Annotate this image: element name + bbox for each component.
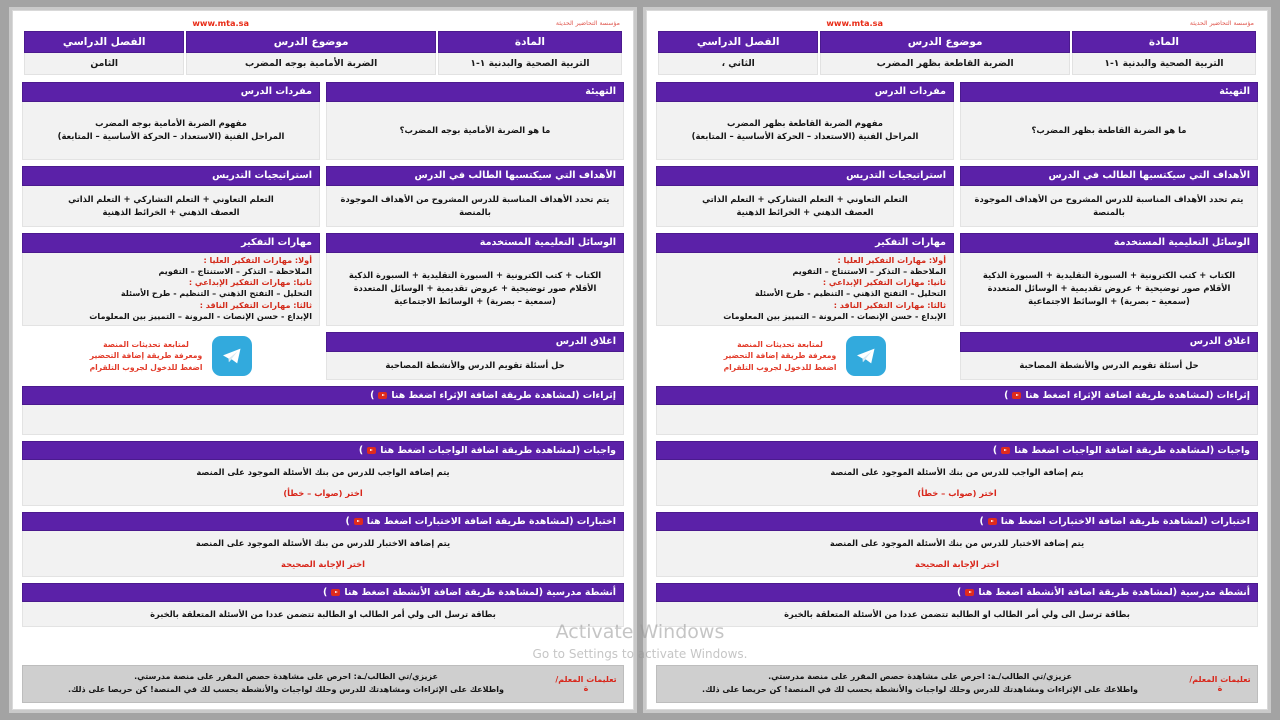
youtube-play-icon[interactable] [1012,392,1021,399]
goals-text: يتم تحدد الأهداف المناسبة للدرس المشروح من الأهداف الموجودة بالمنصة [340,193,610,217]
telegram-line-2: ومعرفة طريقة إضافة التحضير [723,351,837,361]
website-url[interactable]: www.mta.sa [192,18,250,28]
strategies-line-1: التعلم التعاوني + التعلم التشاركي + التعلم الذاتي [702,193,908,204]
homework-text: يتم إضافة الواجب للدرس من بنك الأسئلة الموجود على المنصة [196,466,450,477]
homework-instruction: اختر (صواب – خطأ) [917,488,997,499]
section-enrichment-paren: ) [1004,389,1009,401]
teacher-instructions-footer [656,665,1258,703]
section-tests-title[interactable] [22,512,624,531]
panel-thinking-skills-title: مهارات التفكير [22,233,320,253]
vocabulary-line-1: مفهوم الضربة القاطعة بظهر المضرب [727,118,883,129]
youtube-play-icon[interactable] [367,447,376,454]
section-homework-title[interactable] [656,441,1258,460]
section-homework-paren: ) [358,444,364,456]
panel-media-body [326,253,624,326]
thinking-items-2: التحليل – التفتح الذهني – التنظيم - طرح الأسئلة [120,288,312,299]
footer-line-2: واطلاعك على الإثراءات ومشاهدتك للدرس وحلك لواجبات والأنشطة بحسب لك في المنصة! كن حريصا على ذلك. [702,685,1138,695]
tests-instruction: اختر الإجابة الصحيحة [915,559,999,570]
header-topic: موضوع الدرس [820,31,1069,53]
thinking-subhead-2: ثانيا: مهارات التفكير الإبداعي : [188,277,312,288]
telegram-icon[interactable] [212,336,252,376]
value-term: الثامن [24,53,184,75]
panel-vocabulary-title: مفردات الدرس [656,82,954,102]
section-enrichment-body [656,405,1258,435]
section-homework-body [22,460,624,506]
telegram-line-1: لمتابعة تحديثات المنصة [103,339,189,349]
panel-closing-body [326,352,624,380]
section-homework [22,441,624,506]
youtube-play-icon[interactable] [378,392,387,399]
page-topbar [656,17,1258,31]
homework-text: يتم إضافة الواجب للدرس من بنك الأسئلة الموجود على المنصة [830,466,1084,477]
section-activities-label: أنشطة مدرسية (لمشاهدة طريقة اضافة الأنشطة اضغط هنا [978,587,1250,599]
panel-vocabulary-title: مفردات الدرس [22,82,320,102]
panel-goals-title: الأهداف التي سيكتسبها الطالب في الدرس [960,166,1258,186]
layout-spacer [22,627,624,660]
section-enrichment-body [22,405,624,435]
section-activities-label: أنشطة مدرسية (لمشاهدة طريقة اضافة الأنشطة اضغط هنا [344,587,616,599]
section-tests-body [22,531,624,577]
vocabulary-line-1: مفهوم الضربة الأمامية بوجه المضرب [95,118,247,129]
telegram-promo-text [90,339,203,373]
panel-vocabulary-body [22,102,320,160]
panel-closing-title: اغلاق الدرس [960,332,1258,352]
homework-instruction: اختر (صواب – خطأ) [283,488,363,499]
panel-goals-body [960,186,1258,227]
page-topbar [22,17,624,31]
panel-thinking-skills-title: مهارات التفكير [656,233,954,253]
lesson-plan-page-left [646,10,1268,710]
panel-grid [22,82,624,326]
section-activities-body [656,602,1258,627]
section-tests-label: اختبارات (لمشاهدة طريقة اضافة الاختبارات اضغط هنا [1000,516,1250,528]
media-line-1: الكتاب + كتب الكترونية + السبورة التقليدية + السبورة الذكية [348,270,602,281]
youtube-play-icon[interactable] [965,589,974,596]
section-enrichment [22,386,624,435]
panel-strategies [22,166,320,227]
thinking-subhead-1: أولا: مهارات التفكير العليا : [837,254,946,265]
header-subject: المادة [438,31,622,53]
panel-preparation-body [326,102,624,160]
telegram-line-2: ومعرفة طريقة إضافة التحضير [89,351,203,361]
section-homework-paren: ) [992,444,998,456]
panel-thinking-skills [22,233,320,326]
thinking-subhead-3: ثالثا: مهارات التفكير الناقد : [833,299,946,310]
header-subject: المادة [1072,31,1256,53]
thinking-items-1: الملاحظة – التذكر – الاستنتاج – التقويم [158,266,312,277]
table-header-row [24,31,622,53]
thinking-items-2: التحليل – التفتح الذهني – التنظيم - طرح الأسئلة [754,288,946,299]
thinking-subhead-3: ثالثا: مهارات التفكير الناقد : [199,299,312,310]
section-enrichment-paren: ) [370,389,375,401]
lesson-meta-table [22,31,624,75]
section-activities [656,583,1258,627]
header-topic: موضوع الدرس [186,31,435,53]
telegram-line-1: لمتابعة تحديثات المنصة [737,339,823,349]
youtube-play-icon[interactable] [988,518,997,525]
panel-preparation-body [960,102,1258,160]
panel-goals [326,166,624,227]
panel-thinking-skills-body [22,253,320,326]
panel-closing-title: اغلاق الدرس [326,332,624,352]
table-row [24,53,622,75]
website-url[interactable]: www.mta.sa [826,18,884,28]
telegram-promo[interactable] [22,332,320,380]
panel-closing [960,332,1258,380]
closing-row [656,332,1258,380]
section-tests [22,512,624,577]
organization-name: مؤسسة التحاضير الحديثة [555,19,620,27]
footer-line-2: واطلاعك على الإثراءات ومشاهدتك للدرس وحلك لواجبات والأنشطة بحسب لك في المنصة! كن حريصا على ذلك. [68,685,504,695]
value-subject: التربية الصحية والبدنية ١-١ [1072,53,1256,75]
section-homework-label: واجبات (لمشاهدة طريقة اضافة الواجبات اضغط هنا [380,444,616,456]
section-tests-paren: ) [345,516,350,528]
strategies-line-2: العصف الذهني + الخرائط الذهنية [102,206,240,217]
panel-closing-body [960,352,1258,380]
panel-media-title: الوسائل التعليمية المستخدمة [326,233,624,253]
value-subject: التربية الصحية والبدنية ١-١ [438,53,622,75]
telegram-line-3: اضغط للدخول لجروب التلقرام [723,362,837,372]
media-line-1: الكتاب + كتب الكترونية + السبورة التقليدية + السبورة الذكية [982,270,1236,281]
value-topic: الضربة الأمامية بوجه المضرب [186,53,435,75]
panel-preparation [326,82,624,160]
closing-row [22,332,624,380]
table-row [658,53,1256,75]
tests-instruction: اختر الإجابة الصحيحة [281,559,365,570]
panel-strategies-title: استراتيجيات التدريس [22,166,320,186]
section-enrichment [656,386,1258,435]
panel-vocabulary [656,82,954,160]
section-tests-paren: ) [979,516,984,528]
header-term: الفصل الدراسي [24,31,184,53]
section-activities-paren: ) [323,587,328,599]
thinking-items-1: الملاحظة – التذكر – الاستنتاج – التقويم [792,266,946,277]
activities-text: بطاقة ترسل الى ولي أمر الطالب او الطالبة تتضمن عددا من الأسئلة المتعلقة بالخبرة [150,609,496,620]
panel-grid [656,82,1258,326]
section-enrichment-label: إثراءات (لمشاهدة طريقة اضافة الإثراء اضغط هنا [1025,389,1250,401]
section-homework-body [656,460,1258,506]
strategies-line-2: العصف الذهني + الخرائط الذهنية [736,206,874,217]
closing-text: حل أسئلة تقويم الدرس والأنشطة المصاحبة [1019,359,1199,370]
teacher-instructions-footer [22,665,624,703]
watermark-line-1: Activate Windows [555,621,725,643]
lesson-plan-page-right [12,10,634,710]
watermark-line-2: Go to Settings to activate Windows. [532,646,748,661]
section-tests-label: اختبارات (لمشاهدة طريقة اضافة الاختبارات اضغط هنا [366,516,616,528]
panel-vocabulary [22,82,320,160]
youtube-play-icon[interactable] [354,518,363,525]
value-topic: الضربة القاطعة بظهر المضرب [820,53,1069,75]
panel-closing [326,332,624,380]
organization-name: مؤسسة التحاضير الحديثة [1189,19,1254,27]
footer-line-1: عزيزي/تي الطالب/ـة: احرص على مشاهدة حصص المقرر على منصة مدرستي. [134,672,438,682]
section-homework-label: واجبات (لمشاهدة طريقة اضافة الواجبات اضغط هنا [1014,444,1250,456]
goals-text: يتم تحدد الأهداف المناسبة للدرس المشروح من الأهداف الموجودة بالمنصة [974,193,1244,217]
thinking-subhead-2: ثانيا: مهارات التفكير الإبداعي : [822,277,946,288]
teacher-instructions-text [657,666,1183,702]
panel-preparation-title: التهيئة [326,82,624,102]
telegram-promo-text [724,339,837,373]
panel-media-body [960,253,1258,326]
media-line-2: الأقلام صور توضيحية + عروض تقديمية + الوسائل المتعددة [353,283,597,294]
lesson-meta-table [656,31,1258,75]
panel-strategies-body [22,186,320,227]
closing-text: حل أسئلة تقويم الدرس والأنشطة المصاحبة [385,359,565,370]
panel-media-title: الوسائل التعليمية المستخدمة [960,233,1258,253]
section-tests-body [656,531,1258,577]
media-line-3: (سمعية – بصرية) + الوسائط الاجتماعية [394,296,556,307]
section-activities-body [22,602,624,627]
media-line-3: (سمعية – بصرية) + الوسائط الاجتماعية [1028,296,1190,307]
section-enrichment-title[interactable] [22,386,624,405]
panel-goals-body [326,186,624,227]
panel-media [326,233,624,326]
telegram-promo[interactable] [656,332,954,380]
panel-strategies-body [656,186,954,227]
section-activities-title[interactable] [656,583,1258,602]
section-enrichment-title[interactable] [656,386,1258,405]
panel-goals-title: الأهداف التي سيكتسبها الطالب في الدرس [326,166,624,186]
value-term: الثاني ، [658,53,818,75]
tests-text: يتم إضافة الاختبار للدرس من بنك الأسئلة الموجود على المنصة [829,538,1085,549]
section-enrichment-label: إثراءات (لمشاهدة طريقة اضافة الإثراء اضغط هنا [391,389,616,401]
panel-vocabulary-body [656,102,954,160]
tests-text: يتم إضافة الاختبار للدرس من بنك الأسئلة الموجود على المنصة [195,538,451,549]
telegram-icon[interactable] [846,336,886,376]
teacher-instructions-label: تعليمات المعلم/ة [1189,675,1251,694]
telegram-line-3: اضغط للدخول لجروب التلقرام [89,362,203,372]
strategies-line-1: التعلم التعاوني + التعلم التشاركي + التعلم الذاتي [68,193,274,204]
panel-media [960,233,1258,326]
panel-strategies [656,166,954,227]
panel-thinking-skills-body [656,253,954,326]
vocabulary-line-2: المراحل الفنية (الاستعداد – الحركة الأساسية – المتابعة) [691,131,919,142]
section-tests [656,512,1258,577]
preparation-text: ما هو الضربة القاطعة بظهر المضرب؟ [1031,124,1187,135]
panel-preparation-title: التهيئة [960,82,1258,102]
teacher-instructions-label: تعليمات المعلم/ة [555,675,617,694]
section-homework [656,441,1258,506]
panel-preparation [960,82,1258,160]
panel-goals [960,166,1258,227]
activities-text: بطاقة ترسل الى ولي أمر الطالب او الطالبة تتضمن عددا من الأسئلة المتعلقة بالخبرة [784,609,1130,620]
section-tests-title[interactable] [656,512,1258,531]
table-header-row [658,31,1256,53]
layout-spacer [656,627,1258,660]
vocabulary-line-2: المراحل الفنية (الاستعداد – الحركة الأساسية – المتابعة) [57,131,285,142]
section-activities [22,583,624,627]
youtube-play-icon[interactable] [331,589,340,596]
thinking-subhead-1: أولا: مهارات التفكير العليا : [203,254,312,265]
teacher-instructions-text [23,666,549,702]
section-activities-title[interactable] [22,583,624,602]
footer-line-1: عزيزي/تي الطالب/ـة: احرص على مشاهدة حصص المقرر على منصة مدرستي. [768,672,1072,682]
thinking-items-3: الإبداع - حسن الإنصات - المرونة – التمييز بين المعلومات [89,310,312,321]
media-line-2: الأقلام صور توضيحية + عروض تقديمية + الوسائل المتعددة [987,283,1231,294]
section-activities-paren: ) [957,587,962,599]
thinking-items-3: الإبداع - حسن الإنصات - المرونة – التمييز بين المعلومات [723,310,946,321]
preparation-text: ما هو الضربة الأمامية بوجه المضرب؟ [399,124,551,135]
youtube-play-icon[interactable] [1001,447,1010,454]
panel-thinking-skills [656,233,954,326]
panel-strategies-title: استراتيجيات التدريس [656,166,954,186]
header-term: الفصل الدراسي [658,31,818,53]
section-homework-title[interactable] [22,441,624,460]
